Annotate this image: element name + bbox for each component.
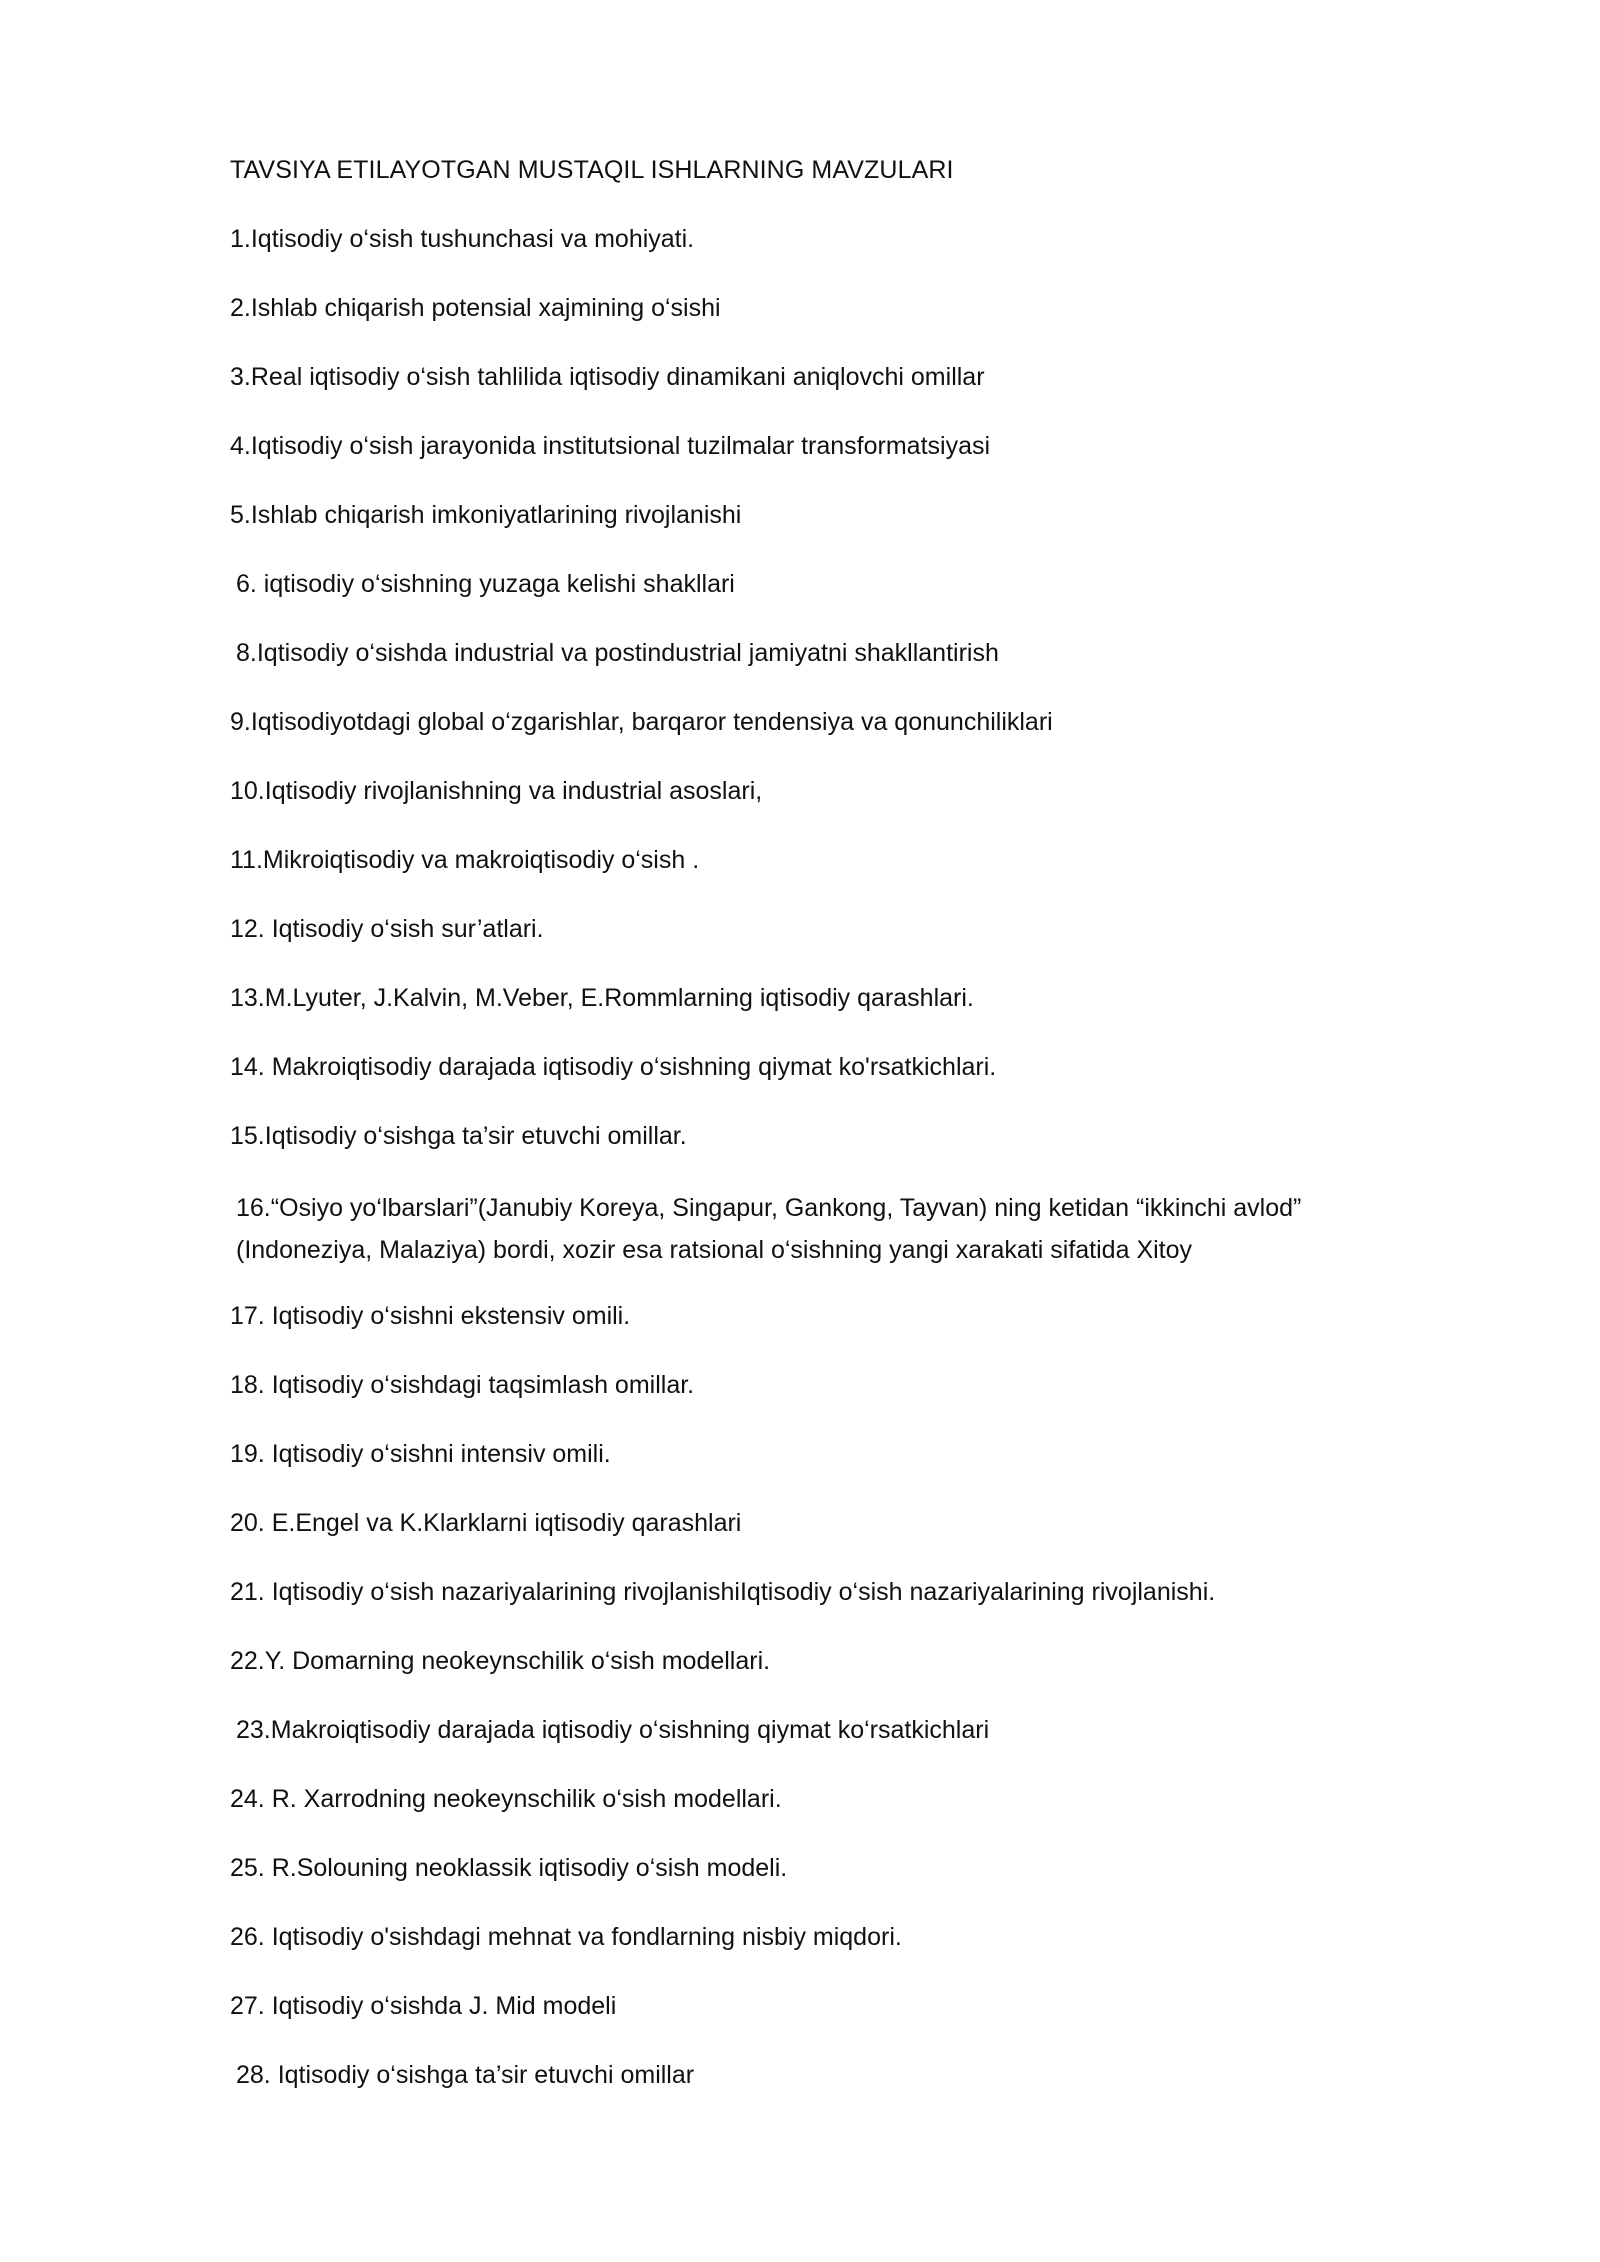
topic-item: 25. R.Solouning neoklassik iqtisodiy o‘sish modeli. bbox=[230, 1854, 788, 1882]
topic-item: 28. Iqtisodiy o‘sishga ta’sir etuvchi omillar bbox=[236, 2061, 695, 2089]
topic-item: 17. Iqtisodiy o‘sishni ekstensiv omili. bbox=[230, 1302, 631, 1330]
topic-item: 16.“Osiyo yo‘lbarslari”(Janubiy Koreya, Singapur, Gankong, Tayvan) ning ketidan “ikkinchi avlod” (Indoneziya, Malaziya) bordi, xozir esa ratsional o‘sishning yangi xarakati sifatida Xitoy bbox=[236, 1194, 1302, 1264]
topic-item: 11.Mikroiqtisodiy va makroiqtisodiy o‘sish . bbox=[230, 846, 700, 874]
topic-item: 18. Iqtisodiy o‘sishdagi taqsimlash omillar. bbox=[230, 1371, 695, 1399]
topic-item: 1.Iqtisodiy o‘sish tushunchasi va mohiyati. bbox=[230, 225, 695, 253]
topic-item: 20. E.Engel va K.Klarklarni iqtisodiy qarashlari bbox=[230, 1509, 742, 1537]
topic-item: 26. Iqtisodiy o'sishdagi mehnat va fondlarning nisbiy miqdori. bbox=[230, 1923, 902, 1951]
topic-item: 27. Iqtisodiy o‘sishda J. Mid modeli bbox=[230, 1992, 617, 2020]
topic-item: 4.Iqtisodiy o‘sish jarayonida institutsional tuzilmalar transformatsiyasi bbox=[230, 432, 991, 460]
topic-item: 5.Ishlab chiqarish imkoniyatlarining rivojlanishi bbox=[230, 501, 742, 529]
topic-item: 15.Iqtisodiy o‘sishga ta’sir etuvchi omillar. bbox=[230, 1122, 687, 1150]
topic-item: 23.Makroiqtisodiy darajada iqtisodiy o‘sishning qiymat ko‘rsatkichlari bbox=[236, 1716, 990, 1744]
topic-item: 10.Iqtisodiy rivojlanishning va industrial asoslari, bbox=[230, 777, 763, 805]
topic-item: 9.Iqtisodiyotdagi global o‘zgarishlar, barqaror tendensiya va qonunchiliklari bbox=[230, 708, 1053, 736]
topic-item: 24. R. Xarrodning neokeynschilik o‘sish modellari. bbox=[230, 1785, 782, 1813]
topic-item: 8.Iqtisodiy o‘sishda industrial va postindustrial jamiyatni shakllantirish bbox=[236, 639, 999, 667]
topic-item: 14. Makroiqtisodiy darajada iqtisodiy o‘sishning qiymat ko'rsatkichlari. bbox=[230, 1053, 997, 1081]
topic-item: 13.M.Lyuter, J.Kalvin, M.Veber, E.Rommlarning iqtisodiy qarashlari. bbox=[230, 984, 974, 1012]
topic-item: 12. Iqtisodiy o‘sish sur’atlari. bbox=[230, 915, 544, 943]
topic-item: 21. Iqtisodiy o‘sish nazariyalarining rivojlanishiIqtisodiy o‘sish nazariyalarining rivojlanishi. bbox=[230, 1578, 1216, 1606]
topic-item: 6. iqtisodiy o‘sishning yuzaga kelishi shakllari bbox=[236, 570, 735, 598]
topic-item: 3.Real iqtisodiy o‘sish tahlilida iqtisodiy dinamikani aniqlovchi omillar bbox=[230, 363, 985, 391]
topic-item: 22.Y. Domarning neokeynschilik o‘sish modellari. bbox=[230, 1647, 771, 1675]
document-body bbox=[230, 152, 1400, 2126]
document-title: TAVSIYA ETILAYOTGAN MUSTAQIL ISHLARNING MAVZULARI bbox=[230, 156, 954, 184]
topic-item: 2.Ishlab chiqarish potensial xajmining o‘sishi bbox=[230, 294, 721, 322]
topic-item: 19. Iqtisodiy o‘sishni intensiv omili. bbox=[230, 1440, 611, 1468]
